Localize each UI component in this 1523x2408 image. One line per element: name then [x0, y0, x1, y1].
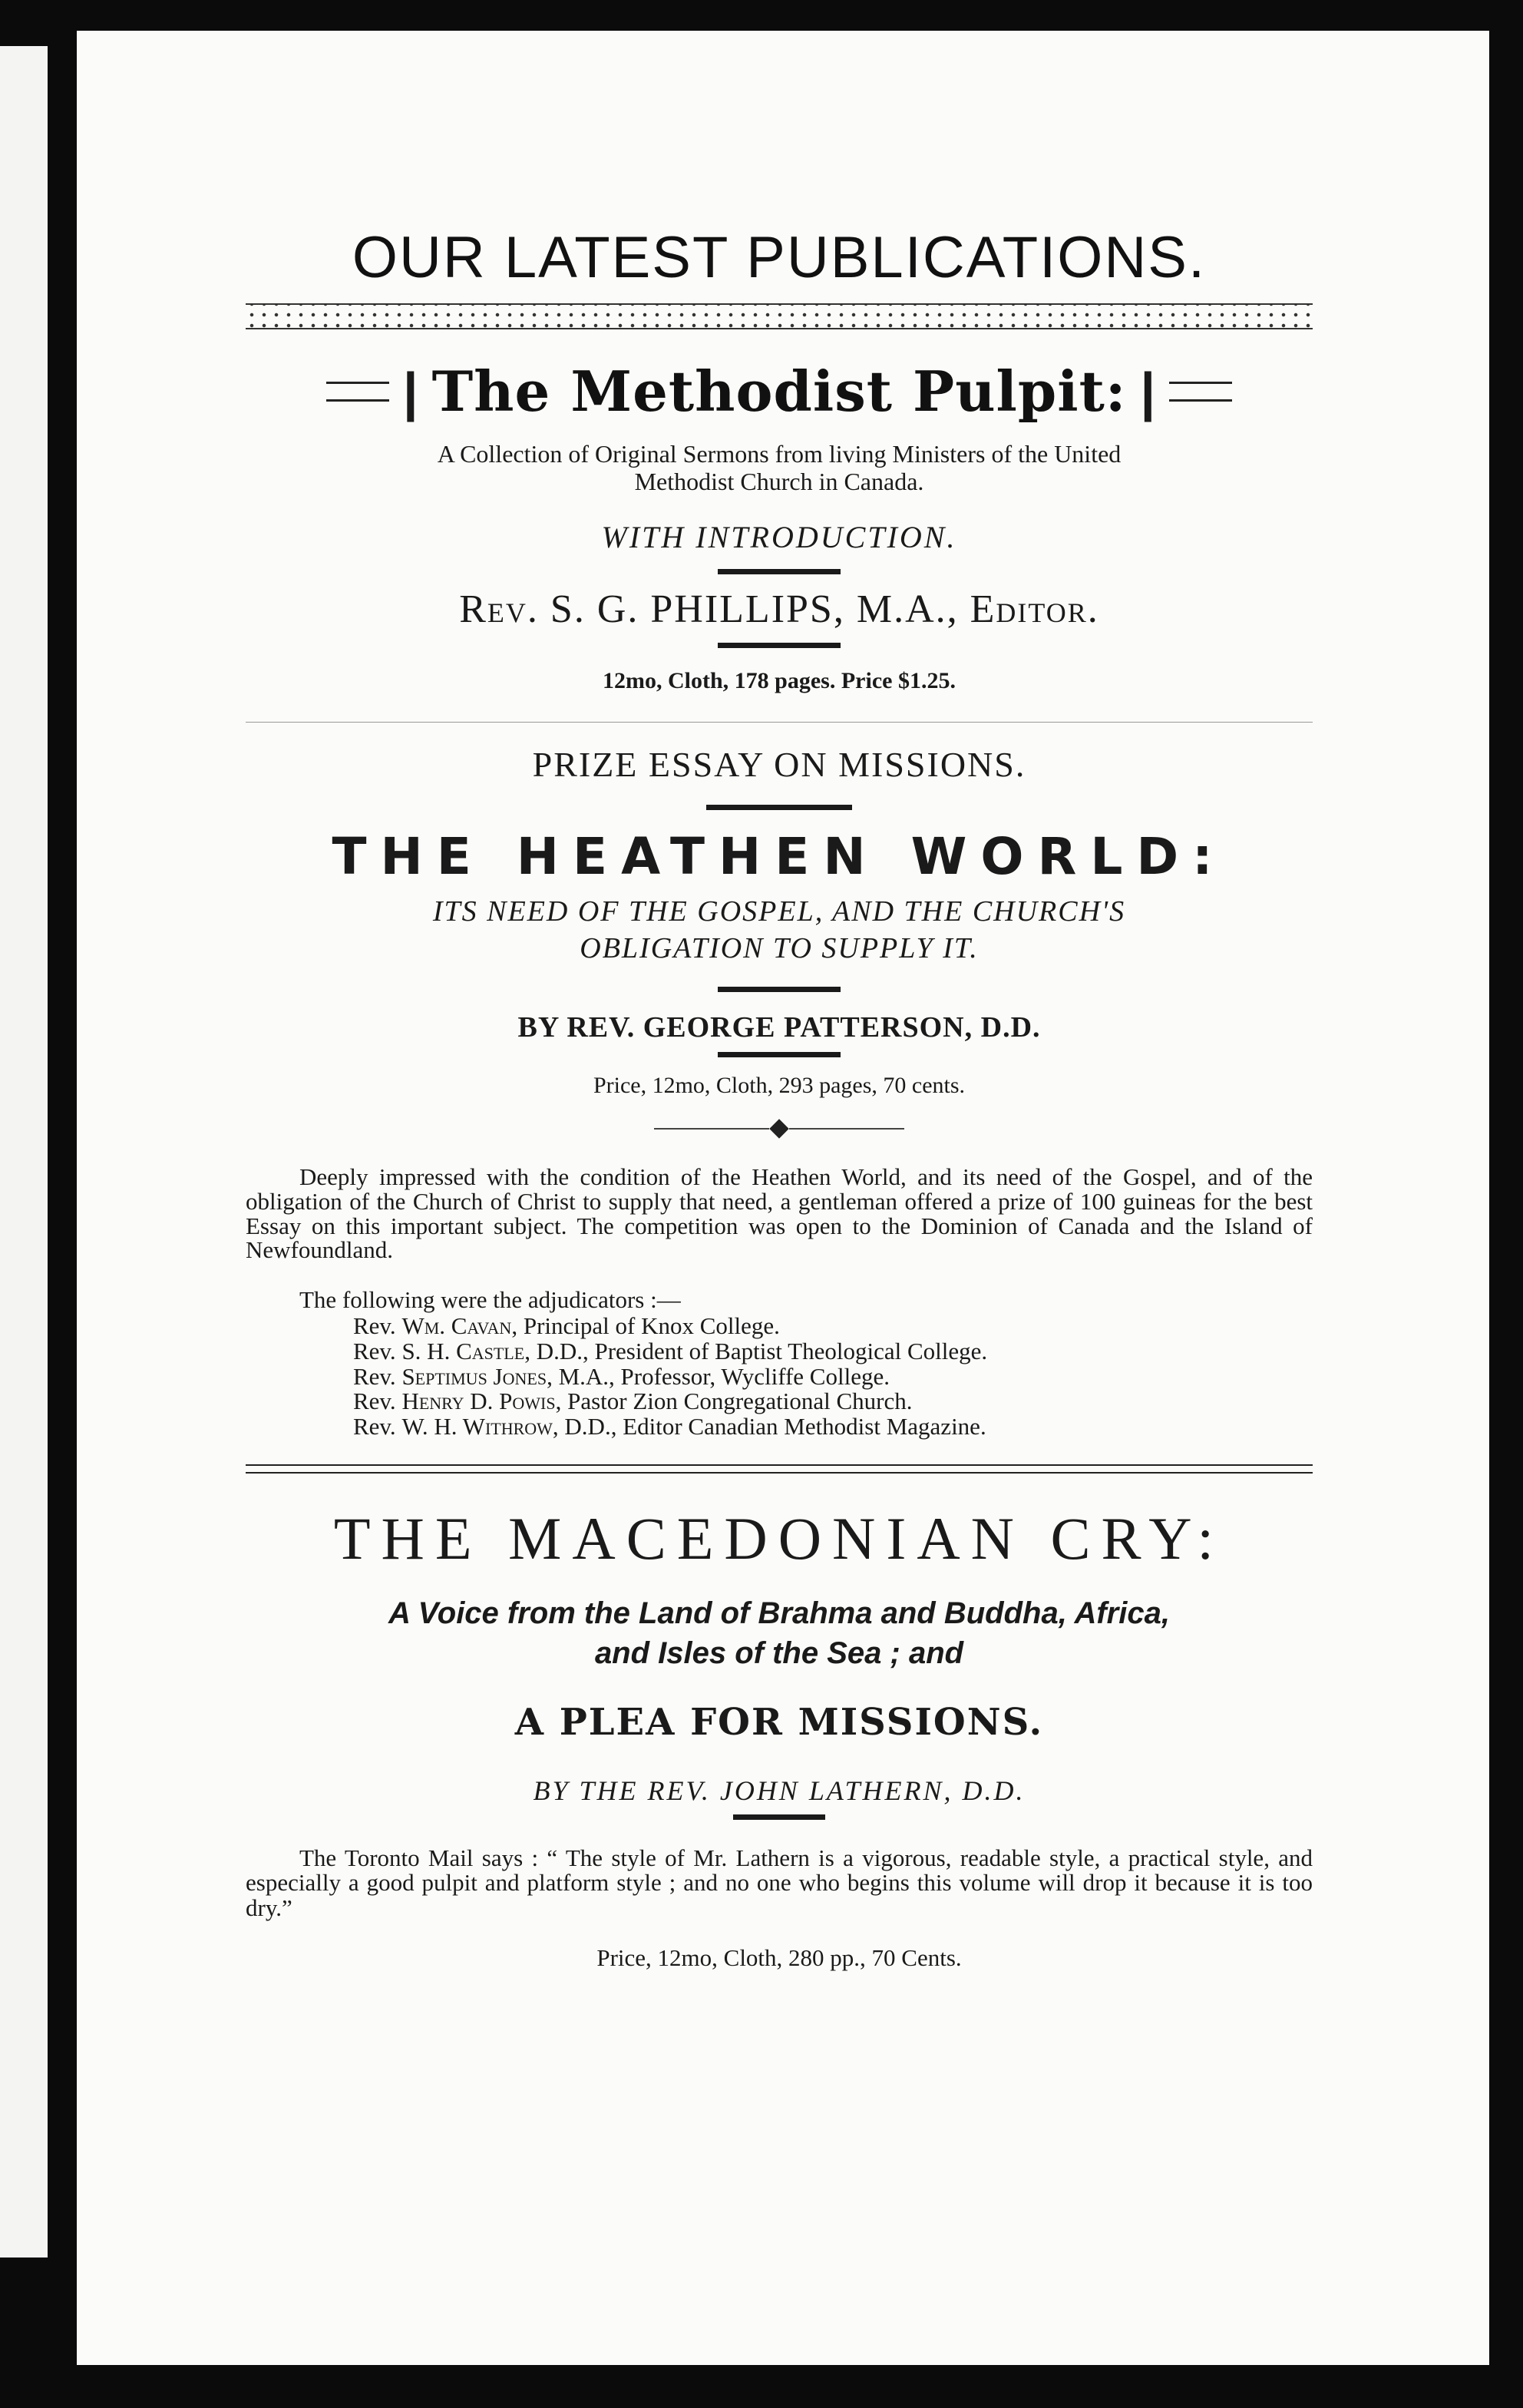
- short-rule: [718, 569, 841, 574]
- right-ornament: [1169, 382, 1232, 402]
- adjudicator-role: , D.D., Editor Canadian Methodist Magazine.: [552, 1413, 986, 1440]
- heathen-subtitle-line: OBLIGATION TO SUPPLY IT.: [580, 931, 979, 964]
- pulpit-introduction: WITH INTRODUCTION.: [601, 519, 957, 554]
- adjudicators-intro: The following were the adjudicators :—: [299, 1285, 681, 1313]
- short-rule: [718, 643, 841, 648]
- heathen-author: BY REV. GEORGE PATTERSON, D.D.: [517, 1011, 1041, 1044]
- adjudicator-prefix: Rev.: [353, 1388, 396, 1415]
- plea-title: A PLEA FOR MISSIONS.: [514, 1701, 1044, 1745]
- pulpit-details: 12mo, Cloth, 178 pages. Price $1.25.: [603, 667, 956, 693]
- adjudicator-name: Septimus Jones: [401, 1362, 547, 1390]
- left-ornament: [326, 382, 389, 402]
- adjudicator-prefix: Rev.: [353, 1362, 396, 1390]
- list-item: [353, 1314, 1313, 1339]
- macedonian-author: BY THE REV. JOHN LATHERN, D.D.: [533, 1775, 1026, 1807]
- heathen-paragraph: Deeply impressed with the condition of the Heathen World, and its need of the Gospel, and of the obligation of the Church of Christ to supply that need, a gentleman offered a prize of 100 guineas for the best Essay on this important subject. The competition was open to the Dominion of Canada and the Island of Newfoundland.: [246, 1163, 1313, 1264]
- adjacent-page-edge: [0, 46, 48, 2258]
- pulpit-section: [246, 359, 1313, 722]
- macedonian-title: THE MACEDONIAN CRY:: [333, 1505, 1225, 1573]
- list-item: [353, 1389, 1313, 1414]
- pulpit-editor: Rev. S. G. PHILLIPS, M.A., Editor.: [459, 587, 1099, 631]
- prize-line: PRIZE ESSAY ON MISSIONS.: [532, 744, 1026, 784]
- macedonian-price: Price, 12mo, Cloth, 280 pp., 70 Cents.: [596, 1943, 962, 1971]
- heathen-title: THE HEATHEN WORLD:: [332, 826, 1227, 886]
- short-rule: [718, 987, 841, 992]
- adjudicator-prefix: Rev.: [353, 1337, 396, 1364]
- dotted-rule: [246, 303, 1313, 329]
- adjudicator-role: , M.A., Professor, Wycliffe College.: [547, 1362, 890, 1390]
- macedonian-subtitle-line: and Isles of the Sea ; and: [594, 1636, 964, 1671]
- heathen-section: [246, 744, 1313, 1474]
- adjudicator-name: S. H. Castle: [401, 1337, 525, 1364]
- adjudicator-name: Henry D. Powis: [401, 1388, 556, 1415]
- heathen-subtitle: [246, 894, 1313, 968]
- heathen-price: Price, 12mo, Cloth, 293 pages, 70 cents.: [593, 1073, 966, 1099]
- adjudicator-role: , Principal of Knox College.: [511, 1312, 780, 1339]
- section-divider: [246, 1464, 1313, 1474]
- macedonian-review: The Toronto Mail says : “ The style of Mr. Lathern is a vigorous, readable style, a practical style, and especially a good pulpit and platform style ; and no one who begins this volume will drop it because it is too dry.”: [246, 1844, 1313, 1921]
- list-item: [353, 1339, 1313, 1364]
- pulpit-title-row: [246, 359, 1313, 424]
- section-divider: [246, 722, 1313, 723]
- adjudicator-name: W. H. Withrow: [401, 1413, 553, 1440]
- macedonian-subtitle: [246, 1593, 1313, 1673]
- pulpit-title: The Methodist Pulpit:: [431, 359, 1127, 425]
- adjudicator-role: , Pastor Zion Congregational Church.: [555, 1388, 913, 1415]
- document-page: [77, 31, 1489, 2365]
- ornament-line: [654, 1128, 769, 1130]
- left-bar-ornament: |: [402, 361, 418, 422]
- pulpit-description-line: A Collection of Original Sermons from living Ministers of the United: [437, 440, 1122, 468]
- adjudicators-list: [246, 1314, 1313, 1440]
- list-item: [353, 1414, 1313, 1440]
- page-content: [246, 223, 1313, 1972]
- adjudicator-prefix: Rev.: [353, 1413, 396, 1440]
- macedonian-section: [246, 1504, 1313, 1972]
- adjudicator-name: Wm. Cavan: [401, 1312, 512, 1339]
- adjudicator-role: , D.D., President of Baptist Theological College.: [524, 1337, 988, 1364]
- short-rule: [733, 1814, 825, 1820]
- ornament-divider: [246, 1122, 1313, 1136]
- list-item: [353, 1364, 1313, 1390]
- short-rule: [706, 805, 852, 810]
- pulpit-description-line: Methodist Church in Canada.: [634, 468, 924, 496]
- pulpit-description: [246, 441, 1313, 496]
- short-rule: [718, 1052, 841, 1057]
- heathen-subtitle-line: ITS NEED OF THE GOSPEL, AND THE CHURCH'S: [432, 895, 1126, 928]
- page-heading: OUR LATEST PUBLICATIONS.: [352, 225, 1207, 290]
- adjudicator-prefix: Rev.: [353, 1312, 396, 1339]
- ornament-line: [789, 1128, 904, 1130]
- macedonian-subtitle-line: A Voice from the Land of Brahma and Buddha, Africa,: [388, 1596, 1170, 1631]
- ornament-diamond: [769, 1120, 788, 1139]
- right-bar-ornament: |: [1140, 361, 1156, 422]
